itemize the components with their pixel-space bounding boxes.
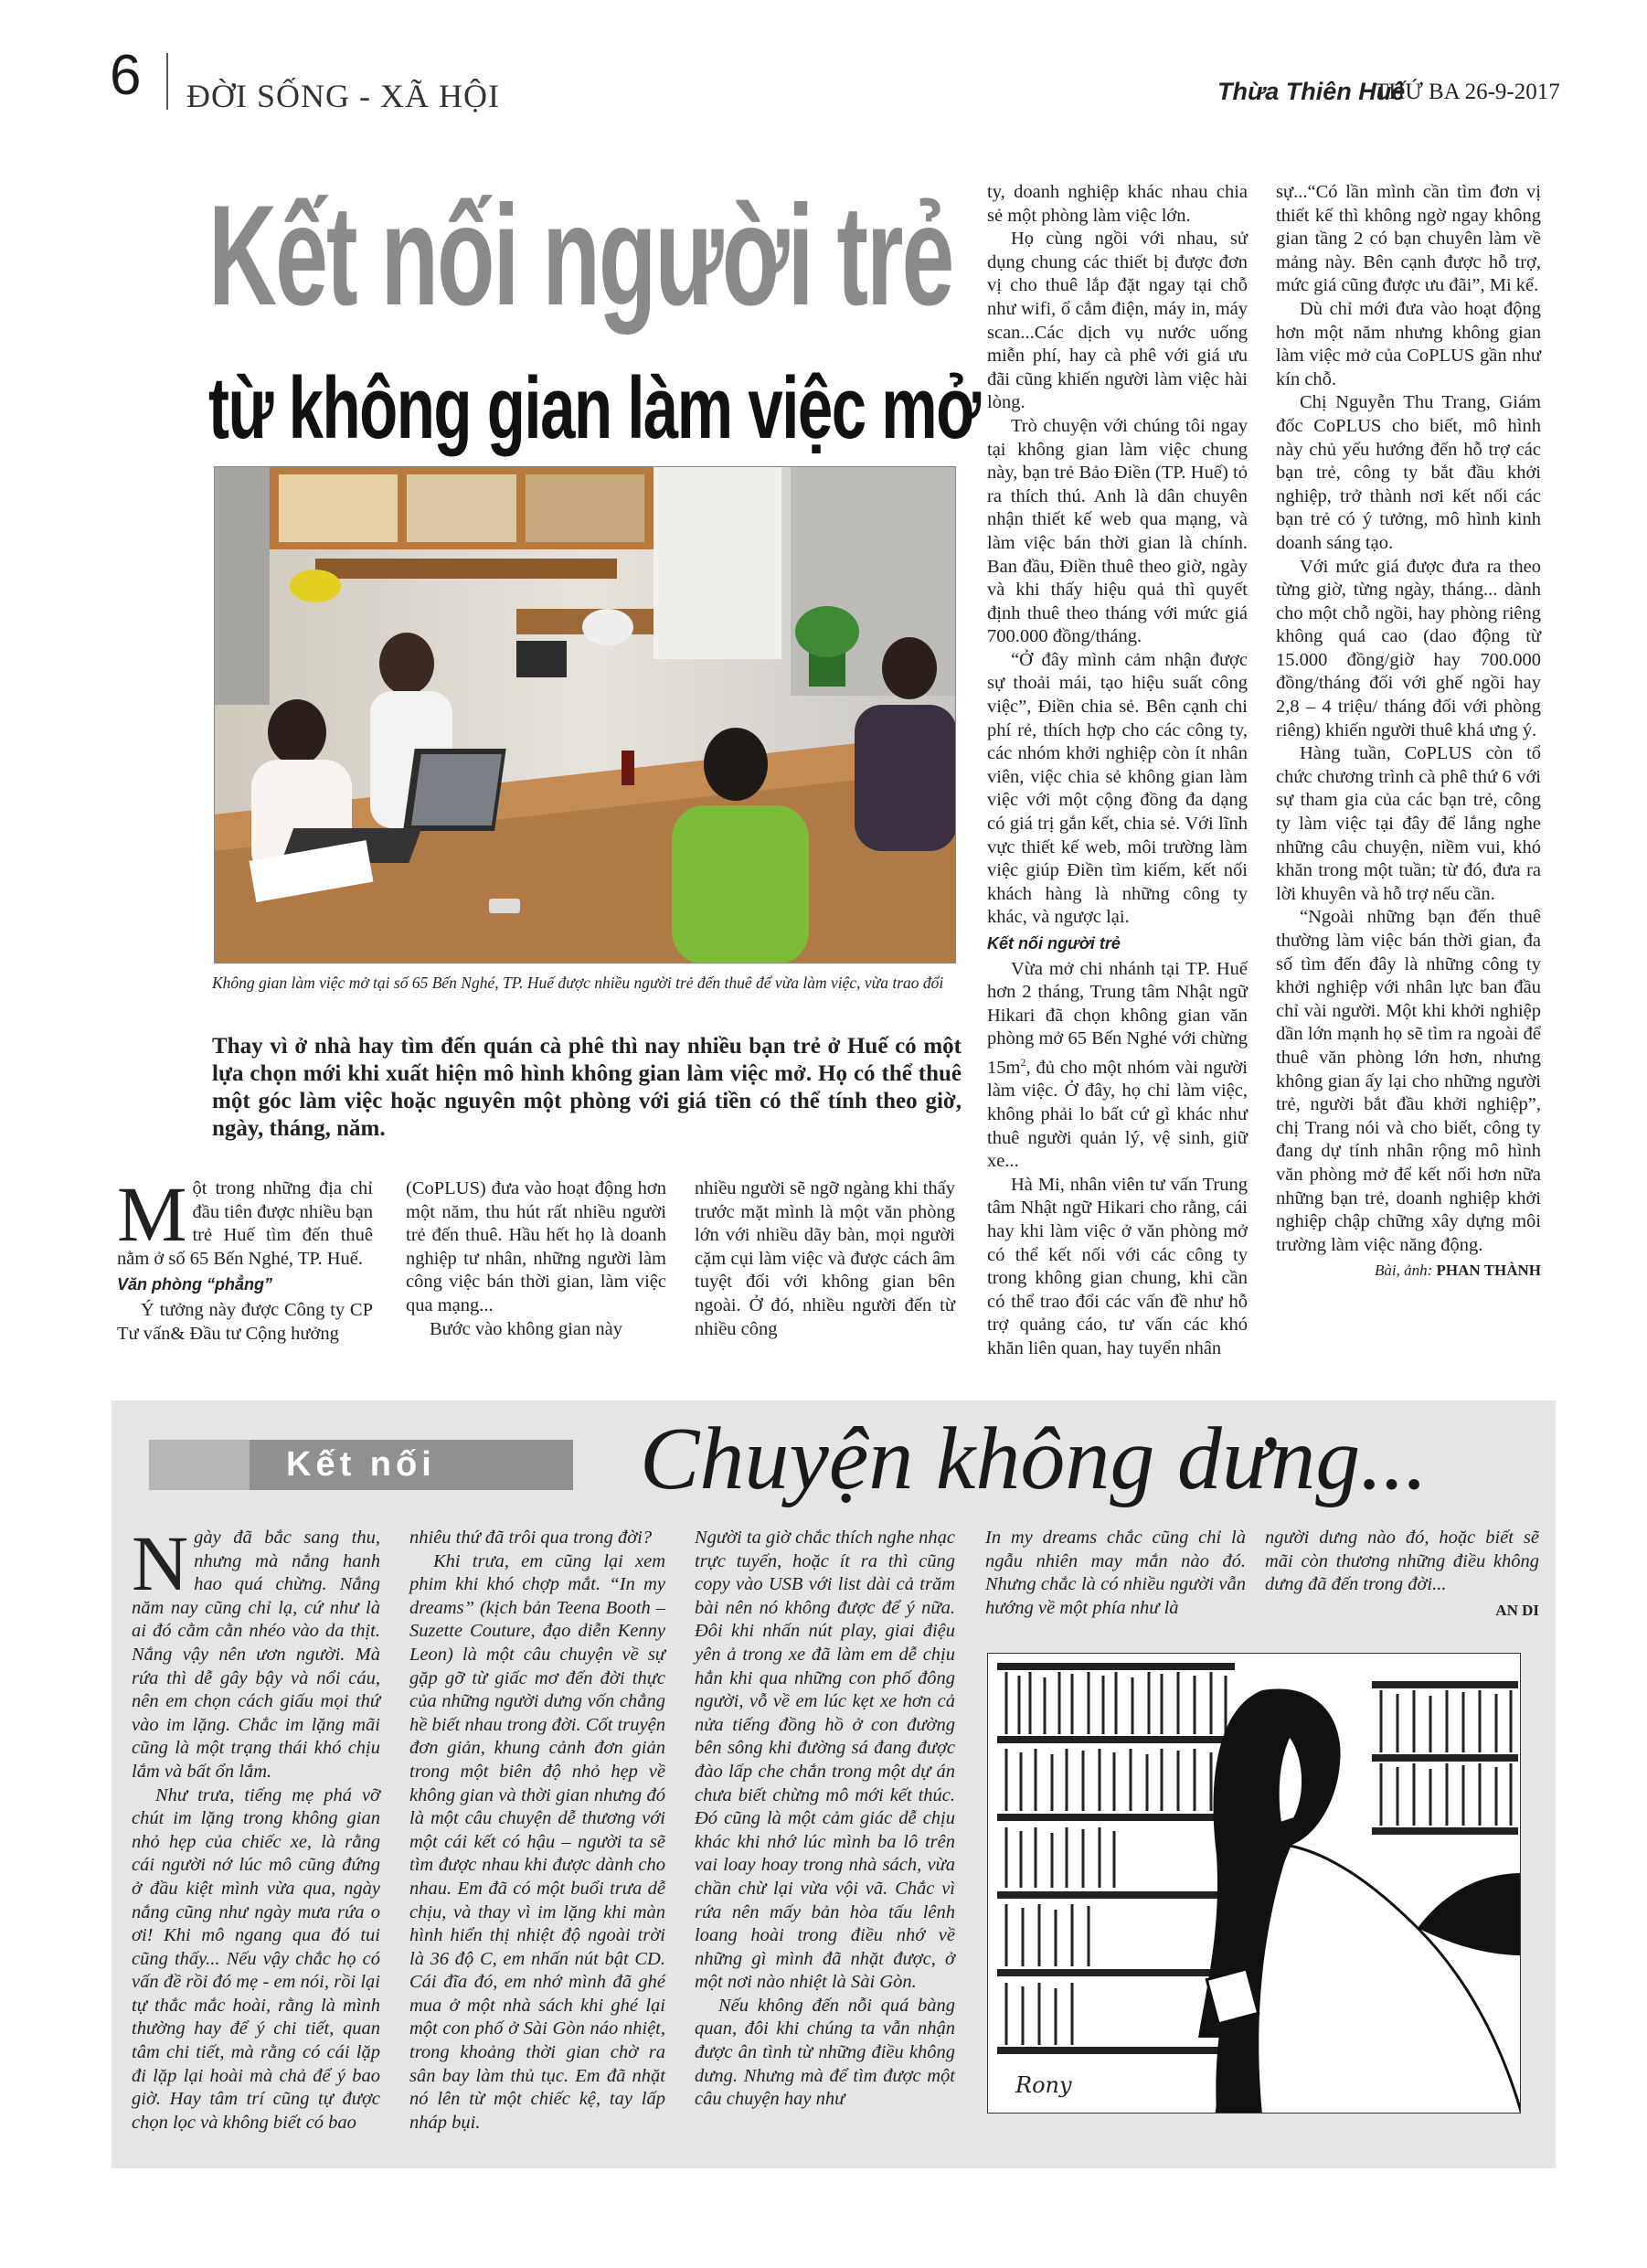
- headline-line2: từ không gian làm việc mở: [208, 359, 980, 457]
- col4-p3: Trò chuyện với chúng tôi ngay tại không gian làm việc chung này, bạn trẻ Bảo Điền (TP. Huế) tỏ ra thích thú. Anh là dân chuyên nhận thiết kế web qua mạng, và làm việc bán thời gian là chính. Ban đầu, Điền thuê theo giờ, ngày và khi thấy hiệu quả thì quyết định thuê theo tháng với mức giá 700.000 đồng/tháng.: [987, 415, 1248, 647]
- col4-p4: “Ở đây mình cảm nhận được sự thoải mái, tạo hiệu suất công việc”, Điền chia sẻ. Bên cạnh chi phí rẻ, thích hợp cho các công ty, các nhóm khởi nghiệp còn ít nhân viên, việc chia sẻ không gian làm việc với một cộng đồng đa dạng có giá trị gắn kết, chia sẻ. Với lĩnh vực thiết kế web, môi trường làm việc giúp Điền tìm kiếm, kết nối khách hàng là những công ty khác, và ngược lại.: [987, 649, 1248, 928]
- article-column-4: [987, 181, 1248, 1361]
- col2-p2: Bước vào không gian này: [430, 1318, 622, 1339]
- byline: [1276, 1259, 1541, 1283]
- col4-p6: Hà Mi, nhân viên tư vấn Trung tâm Nhật ngữ Hikari cho rằng, cái hay khi làm việc ở văn phòng mở có thể kết nối với các công ty trong không gian chung, khi cần có thể trao đổi các vấn đề như hỗ trợ quảng cáo, tư vấn các khó khăn liên quan, hay tuyển nhân: [987, 1174, 1248, 1358]
- col3-p1: nhiều người sẽ ngỡ ngàng khi thấy trước mặt mình là một văn phòng lớn với nhiều dãy bàn, mọi người cặm cụi làm việc và được cách âm tuyệt đối với không gian bên ngoài. Ở đó, nhiều người đến từ nhiều công: [695, 1178, 955, 1339]
- col5-p6: “Ngoài những bạn đến thuê thường làm việc bán thời gian, đa số tìm đến đây là những công ty khởi nghiệp với nhân lực ban đầu chỉ vài người. Một khi khởi nghiệp dần lớn mạnh họ sẽ tìm ra ngoài để thuê văn phòng lớn hơn, nhưng không gian ấy lại cho những người trẻ, người bắt đầu khởi nghiệp”, chị Trang nói và cho biết, công ty đang dự tính nhân rộng mô hình văn phòng mở để kết nối hơn nữa những bạn trẻ, doanh nghiệp khởi nghiệp chập chững xây dựng môi trường làm việc năng động.: [1276, 907, 1541, 1255]
- essay-tag-stripe: [149, 1440, 250, 1490]
- byline-name: PHAN THÀNH: [1436, 1262, 1541, 1280]
- essay-dropcap-n: N: [132, 1519, 189, 1607]
- essay-column-4: [985, 1527, 1246, 1620]
- article-column-2: [406, 1177, 666, 1341]
- col5-p3: Chị Nguyễn Thu Trang, Giám đốc CoPLUS cho biết, mô hình này chủ yếu hướng đến hỗ trợ các bạn trẻ, công ty bắt đầu khởi nghiệp, trở thành nơi kết nối các bạn trẻ có ý tưởng, mô hình kinh doanh sáng tạo.: [1276, 392, 1541, 553]
- photo-caption: Không gian làm việc mở tại số 65 Bến Nghé, TP. Huế được nhiều người trẻ đến thuê để vừa làm việc, vừa trao đổi: [212, 974, 944, 992]
- headline-line1: Kết nối người trẻ: [208, 176, 953, 336]
- subhead-ket-noi-nguoi-tre: Kết nối người trẻ: [987, 934, 1121, 953]
- essay-author: AN DI: [1495, 1601, 1539, 1619]
- newspaper-name: Thừa Thiên Huế: [1217, 78, 1406, 105]
- col5-p5: Hàng tuần, CoPLUS còn tổ chức chương trình cà phê thứ 6 với sự tham gia của các bạn trẻ, công ty làm việc tại đây để lắng nghe những câu chuyện, niềm vui, khó khăn trong một tuần; từ đó, đưa ra lời khuyên và hỗ trợ nếu cần.: [1276, 743, 1541, 904]
- page-header: [0, 0, 1647, 128]
- col5-p1: sự...“Có lần mình cần tìm đơn vị thiết kế thì không ngờ ngay không gian tầng 2 có bạn chuyên làm về mảng này. Bên cạnh được hỗ trợ, mức giá cũng được ưu đãi”, Mi kể.: [1276, 182, 1541, 296]
- header-divider: [166, 53, 168, 110]
- essay-col3-p2: Nếu không đến nỗi quá bàng quan, đôi khi chúng ta vẫn nhận được ân tình từ những điều không dưng. Nhưng mà để tìm được một câu chuyện hay như: [695, 1995, 955, 2110]
- essay-col1-p2: Như trưa, tiếng mẹ phá vỡ chút im lặng trong không gian nhỏ hẹp của chiếc xe, là rằng cái người nớ lúc mô cũng đứng ở đầu kiệt mình vừa qua, ngày nắng cũng như ngày mưa rứa o ơi! Khi mô ngang qua đó tui cũng thấy... Nếu vậy chắc họ có vấn đề rồi đó mẹ - em nói, rồi lại tự thắc mắc hoài, rằng là mình thường hay để ý chi tiết, quan tâm chi tiết, mà rằng có cái lặp đi lặp lại hoài mà chả để ý bao giờ. Hay tâm trí cũng tự được chọn lọc và không biết có bao: [132, 1784, 380, 2133]
- col1-p1: ột trong những địa chỉ đầu tiên được nhiều bạn trẻ Huế tìm đến thuê nằm ở số 65 Bến Nghé, TP. Huế.: [117, 1178, 373, 1269]
- col2-p1: (CoPLUS) đưa vào hoạt động hơn một năm, thu hút rất nhiều người trẻ đến thuê. Hầu hết họ là doanh nghiệp tư nhân, những người làm công việc bán thời gian, làm việc qua mạng...: [406, 1178, 666, 1315]
- essay-col4-p1: In my dreams chắc cũng chỉ là ngẫu nhiên may mắn nào đó. Nhưng chắc là có nhiều người vẫn hướng về một phía như là: [985, 1528, 1246, 1618]
- essay-illustration: [987, 1653, 1521, 2114]
- byline-label: Bài, ảnh:: [1375, 1262, 1433, 1280]
- coworking-photo-illustration: [215, 467, 956, 964]
- col4-p5a: Vừa mở chi nhánh tại TP. Huế hơn 2 tháng, Trung tâm Nhật ngữ Hikari đã chọn không gian văn phòng mở 65 Bến Nghé với chừng 15m: [987, 958, 1248, 1078]
- coworking-photo: [214, 466, 956, 964]
- essay-column-2: [409, 1527, 665, 2135]
- essay-title: Chuyện không dưng...: [640, 1410, 1428, 1508]
- article-lead: Thay vì ở nhà hay tìm đến quán cà phê thì nay nhiều bạn trẻ ở Huế có một lựa chọn mới khi xuất hiện mô hình không gian làm việc mở. Họ có thể thuê một góc làm việc hoặc nguyên một phòng với giá tiền có thể tính theo giờ, ngày, tháng, năm.: [212, 1034, 962, 1141]
- article-column-3: [695, 1177, 955, 1341]
- essay-col3-p1: Người ta giờ chắc thích nghe nhạc trực tuyến, hoặc ít ra thì cũng copy vào USB với list dài cả trăm bài nên nó không được để ý nữa. Đôi khi nhấn nút play, giai điệu yên ả trong xe đã làm em dễ chịu hẳn khi qua những con phố đông người, vỗ về em lúc kẹt xe hơn cả nửa tiếng đồng hồ ở con đường bên sông khi đường sá đang được đào lấp che chắn trong một dự án chưa biết chừng mô mới kết thúc. Đó cũng là một cảm giác dễ chịu khác khi nhớ lúc mình ba lô trên vai loay hoay trong nhà sách, vừa chần chừ lại vừa vội vã. Chắc vì rứa nên mấy bản hòa tấu lênh loang hoài trong điều nhớ về những gì mình đã nhặt được, ở một nơi nào nhiệt là Sài Gòn.: [695, 1528, 955, 1993]
- col4-p5-superscript: 2: [1020, 1055, 1026, 1069]
- dropcap-m: M: [117, 1170, 187, 1258]
- essay-tag: [149, 1440, 573, 1490]
- col1-p2: Ý tưởng này được Công ty CP Tư vấn& Đầu tư Cộng hưởng: [117, 1299, 373, 1344]
- col4-p5b: , đủ cho một nhóm vài người làm việc. Ở đây, họ chỉ làm việc, không phải lo bất cứ gì khác như thuê người quản lý, vệ sinh, giữ xe...: [987, 1057, 1248, 1172]
- article-column-5: [1276, 181, 1541, 1283]
- artist-signature: Rony: [1015, 2072, 1072, 2098]
- essay-column-1: [132, 1519, 380, 2135]
- issue-date: THỨ BA 26-9-2017: [1375, 80, 1560, 104]
- essay-col2-p1: nhiêu thứ đã trôi qua trong đời?: [409, 1528, 653, 1548]
- essay-col1-p1: gày đã bắc sang thu, nhưng mà nắng hanh hao quá chừng. Nắng năm nay cũng chỉ lạ, cứ như là ai đó cằm cằn nhéo vào da thịt. Nắng vậy nên ươn người. Mà rứa thì dễ gây bậy và nổi cáu, nên em chọn cách giấu mọi thứ vào im lặng. Chắc im lặng mãi cũng là một trạng thái khó chịu lắm và bất ổn lắm.: [132, 1528, 380, 1782]
- section-title: ĐỜI SỐNG - XÃ HỘI: [186, 78, 500, 114]
- essay-col2-p2: Khi trưa, em cũng lại xem phim khi khó chợp mắt. “In my dreams” (kịch bản Teena Booth – Suzette Couture, đạo diễn Kenny Leon) là một câu chuyện về sự gặp gỡ từ giấc mơ đến đời thực của những người dưng vốn chẳng hề biết nhau trong đời. Cốt truyện đơn giản, khung cảnh đơn giản trong một biên độ nhỏ hẹp về không gian và thời gian nhưng đó là một câu chuyện dễ thương với một cái kết có hậu – người ta sẽ tìm được nhau khi được dành cho nhau. Em đã có một buổi trưa dễ chịu, và thay vì im lặng khi màn hình hiển thị nhiệt độ ngoài trời là 36 độ C, em nhấn nút bật CD. Cái đĩa đó, em nhớ mình đã ghé mua ở một nhà sách khi ghé lại một con phố ở Sài Gòn náo nhiệt, trong khoảng thời gian chờ ra sân bay làm thủ tục. Em đã nhặt nó lên từ một chiếc kệ, tay lấp nháp bụi.: [409, 1550, 665, 2133]
- essay-col5-p1: người dưng nào đó, hoặc biết sẽ mãi còn thương những điều không dưng đã đến trong đời...: [1265, 1528, 1539, 1595]
- essay-column-3: [695, 1527, 955, 2112]
- col4-p1: ty, doanh nghiệp khác nhau chia sẻ một phòng làm việc lớn.: [987, 182, 1248, 226]
- essay-tag-label: Kết nối: [286, 1445, 436, 1484]
- essay-column-5: [1265, 1527, 1539, 1622]
- page-number: 6: [110, 44, 142, 107]
- col5-p2: Dù chỉ mới đưa vào hoạt động hơn một năm nhưng không gian làm việc mở của CoPLUS gần như kín chỗ.: [1276, 298, 1541, 389]
- bookshop-woman-drawing: [988, 1654, 1521, 2114]
- subhead-van-phong-phang: Văn phòng “phẳng”: [117, 1275, 272, 1294]
- col5-p4: Với mức giá được đưa ra theo từng giờ, từng ngày, tháng... dành cho một chỗ ngồi, hay phòng riêng không quá cao (dao động từ 15.000 đồng/giờ hay 700.000 đồng/tháng đối với ghế ngồi hay 2,8 – 4 triệu/ tháng đối với phòng riêng) khiến người thuê khá ưng ý.: [1276, 556, 1541, 740]
- article-column-1: [117, 1170, 373, 1346]
- col4-p2: Họ cùng ngồi với nhau, sử dụng chung các thiết bị được đơn vị cho thuê lắp đặt ngay tại chỗ như wifi, ổ cắm điện, máy in, máy scan...Các dịch vụ nước uống miễn phí, hay cà phê với giá ưu đãi cũng khiến người làm việc hài lòng.: [987, 229, 1248, 413]
